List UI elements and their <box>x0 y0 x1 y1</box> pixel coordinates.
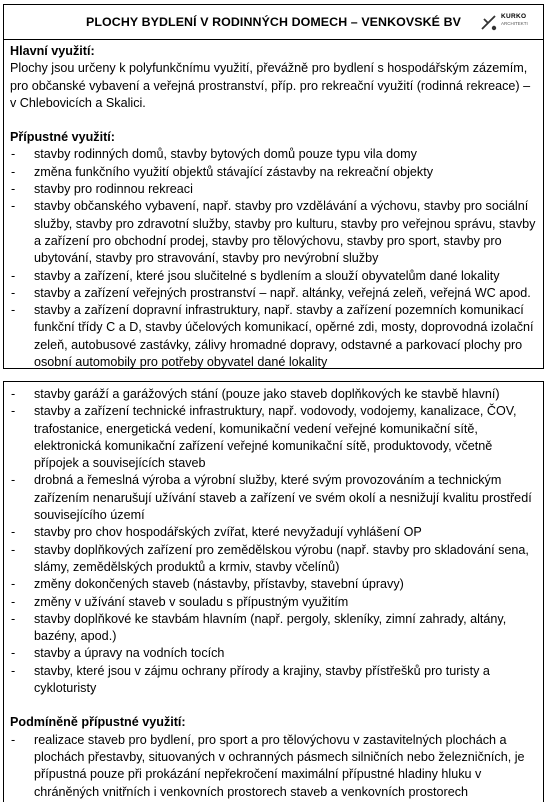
list-item: - stavby a zařízení dopravní infrastruktury, např. stavby a zařízení pozemních komunikací funkční třídy C a D, stavby účelových komunikací, opěrné zdi, mosty, doprovodná izolační zeleň, autobusové zastávky, zálivy hromadné dopravy, odstavné a parkovací plochy pro osobní automobily pro potřeby obyvatel dané lokality <box>10 302 537 371</box>
table-body-continued <box>4 382 543 801</box>
conditional-use-list <box>10 732 537 801</box>
list-item: - stavby pro chov hospodářských zvířat, které nevyžadují vyhlášení OP <box>10 524 537 541</box>
table-body <box>4 40 543 371</box>
list-item: - stavby garáží a garážových stání (pouze jako staveb doplňkových ke stavbě hlavní) <box>10 386 537 403</box>
list-item: - stavby a úpravy na vodních tocích <box>10 645 537 662</box>
list-item: - změna funkčního využití objektů stávající zástavby na rekreační objekty <box>10 164 537 181</box>
logo-mark-icon <box>479 13 499 33</box>
list-item: - stavby pro rodinnou rekreaci <box>10 181 537 198</box>
list-item: - stavby rodinných domů, stavby bytových domů pouze typu vila domy <box>10 146 537 163</box>
company-logo <box>477 10 539 36</box>
main-use-text: Plochy jsou určeny k polyfunkčnímu využití, převážně pro bydlení s hospodářským zázemím, pro občanské vybavení a veřejná prostranství, příp. pro rekreační využití (rodinná rekreace) – v Chlebovicích a Skalici. <box>10 61 531 110</box>
list-item: - stavby a zařízení, které jsou slučitelné s bydlením a slouží obyvatelům dané lokality <box>10 268 537 285</box>
table-header <box>4 5 543 40</box>
permitted-use-list-continued <box>10 386 537 697</box>
permitted-use-heading: Přípustné využití: <box>10 130 115 145</box>
list-item: - změny dokončených staveb (nástavby, přístavby, stavební úpravy) <box>10 576 537 593</box>
regulation-table-part-1 <box>3 4 544 369</box>
logo-text: KURKO <box>501 13 527 20</box>
main-use-heading: Hlavní využití: <box>10 44 95 58</box>
list-item: - stavby občanského vybavení, např. stavby pro vzdělávání a výchovu, stavby pro sociální služby, stavby pro zdravotní služby, stavby pro kulturu, stavby pro veřejnou správu, stavby a zařízení pro obchodní prodej, stavby pro tělovýchovu, stavby pro sport, stavby pro ubytování, stavby pro stravování, stavby pro nevýrobní služby <box>10 198 537 267</box>
permitted-use-list <box>10 146 537 371</box>
list-item: - stavby doplňkových zařízení pro zemědělskou výrobu (např. stavby pro skladování sena, slámy, zemědělských produktů a krmiv, stavby včelínů) <box>10 542 537 577</box>
list-item: - realizace staveb pro bydlení, pro sport a pro tělovýchovu v zastavitelných plochách a plochách přestavby, situovaných v ochranných pásmech silničních nebo železničních, je přípustná pouze při prokázání nepřekročení maximální přípustné hladiny hluku v chráněných vnitřních i venkovních prostorech staveb a venkovních prostorech <box>10 732 537 801</box>
list-item: - změny v užívání staveb v souladu s přípustným využitím <box>10 594 537 611</box>
logo-subtext: ARCHITEKTI <box>501 21 528 26</box>
conditional-use-heading: Podmíněně přípustné využití: <box>10 715 186 730</box>
list-item: - stavby a zařízení veřejných prostranství – např. altánky, veřejná zeleň, veřejná WC apod. <box>10 285 537 302</box>
list-item: - stavby, které jsou v zájmu ochrany přírody a krajiny, stavby přístřešků pro turisty a cykloturisty <box>10 663 537 698</box>
list-item: - stavby a zařízení technické infrastruktury, např. vodovody, vodojemy, kanalizace, ČOV, trafostanice, energetická vedení, komunikační vedení veřejné komunikační sítě, elektronická komunikační zařízení veřejné komunikační sítě, produktovody, včetně přípojek a souvisejících staveb <box>10 403 537 472</box>
list-item: - drobná a řemeslná výroba a výrobní služby, které svým provozováním a technickým zařízením nenarušují užívání staveb a zařízení ve svém okolí a nesnižují kvalitu prostředí souvisejícího území <box>10 472 537 524</box>
regulation-table-part-2 <box>3 381 544 802</box>
list-item: - stavby doplňkové ke stavbám hlavním (např. pergoly, skleníky, zimní zahrady, altány, bazény, apod.) <box>10 611 537 646</box>
table-title: PLOCHY BYDLENÍ V RODINNÝCH DOMECH – VENKOVSKÉ BV <box>86 15 461 29</box>
